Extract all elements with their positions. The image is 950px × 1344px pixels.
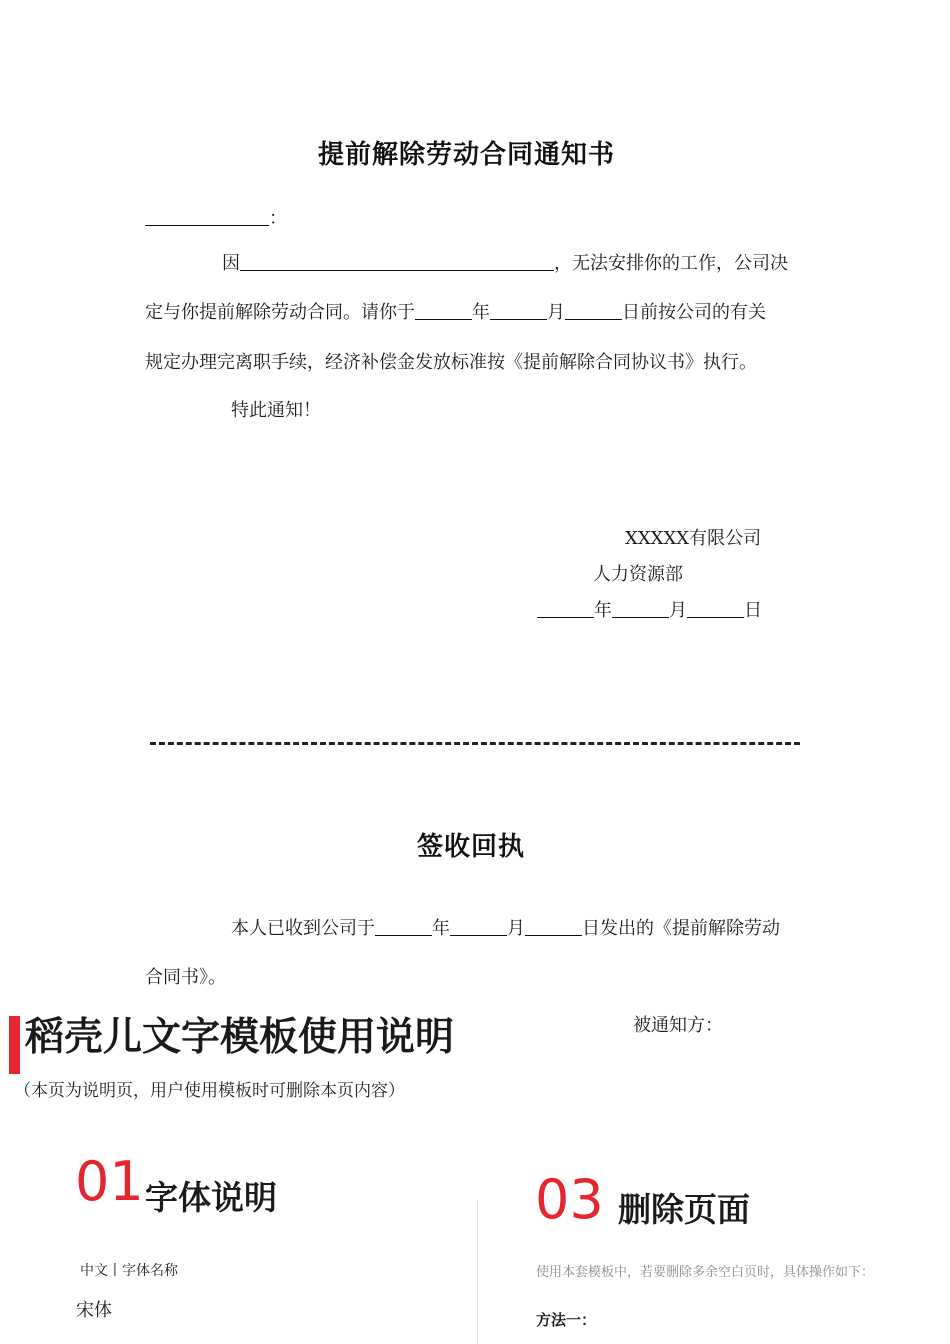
section-01-number: 01 (75, 1150, 144, 1213)
receipt-month-blank[interactable] (450, 917, 507, 936)
guide-subtitle: （本页为说明页，用户使用模板时可删除本页内容） (14, 1081, 405, 1101)
receipt-signer: 被通知方： (633, 1015, 723, 1036)
recipient-blank[interactable] (145, 207, 269, 226)
section-03-title: 删除页面 (618, 1190, 750, 1229)
section-03-number: 03 (535, 1168, 604, 1231)
notice-year-blank[interactable] (537, 599, 594, 618)
notice-day-blank[interactable] (687, 599, 744, 618)
notice-date-line (537, 596, 762, 622)
month-label: 月 (547, 302, 565, 323)
notice-para1-line1 (222, 249, 788, 275)
section-01-title: 字体说明 (145, 1178, 277, 1217)
para1-line2-b: 日前按公司的有关 (622, 302, 766, 323)
font-name: 宋体 (76, 1300, 112, 1321)
receipt-title: 签收回执 (417, 832, 526, 862)
para1-line1-suffix: ，无法安排你的工作，公司决 (554, 253, 788, 274)
guide-accent-bar (9, 1016, 20, 1074)
year-label: 年 (432, 918, 450, 939)
department-name: 人力资源部 (593, 564, 683, 585)
reason-blank[interactable] (240, 252, 554, 271)
cut-line-divider (150, 742, 800, 745)
recipient-line (145, 204, 287, 230)
receipt-line1-a: 本人已收到公司于 (231, 918, 375, 939)
notice-para1-line3: 规定办理完离职手续，经济补偿金发放标准按《提前解除合同协议书》执行。 (145, 352, 757, 373)
year-label: 年 (472, 302, 490, 323)
receipt-line1 (231, 914, 780, 940)
year-label: 年 (594, 600, 612, 621)
notice-month-blank[interactable] (612, 599, 669, 618)
deadline-day-blank[interactable] (565, 301, 622, 320)
receipt-day-blank[interactable] (525, 917, 582, 936)
font-label: 中文丨字体名称 (80, 1263, 178, 1279)
month-label: 月 (507, 918, 525, 939)
deadline-month-blank[interactable] (490, 301, 547, 320)
receipt-year-blank[interactable] (375, 917, 432, 936)
company-name: XXXXX有限公司 (625, 528, 762, 549)
receipt-line1-b: 日发出的《提前解除劳动 (582, 918, 780, 939)
delete-page-desc: 使用本套模板中，若要删除多余空白页时，具体操作如下： (536, 1265, 875, 1280)
day-label: 日 (744, 600, 762, 621)
reason-prefix: 因 (222, 253, 240, 274)
receipt-line2: 合同书》。 (145, 967, 226, 988)
month-label: 月 (669, 600, 687, 621)
guide-title: 稻壳儿文字模板使用说明 (25, 1015, 455, 1060)
column-divider (477, 1200, 478, 1344)
deadline-year-blank[interactable] (415, 301, 472, 320)
recipient-colon: ： (269, 208, 287, 229)
notice-closing: 特此通知！ (231, 400, 321, 421)
method-one-label: 方法一： (536, 1311, 597, 1329)
notice-title: 提前解除劳动合同通知书 (318, 140, 616, 170)
para1-line2-a: 定与你提前解除劳动合同。请你于 (145, 302, 415, 323)
notice-para1-line2 (145, 298, 766, 324)
